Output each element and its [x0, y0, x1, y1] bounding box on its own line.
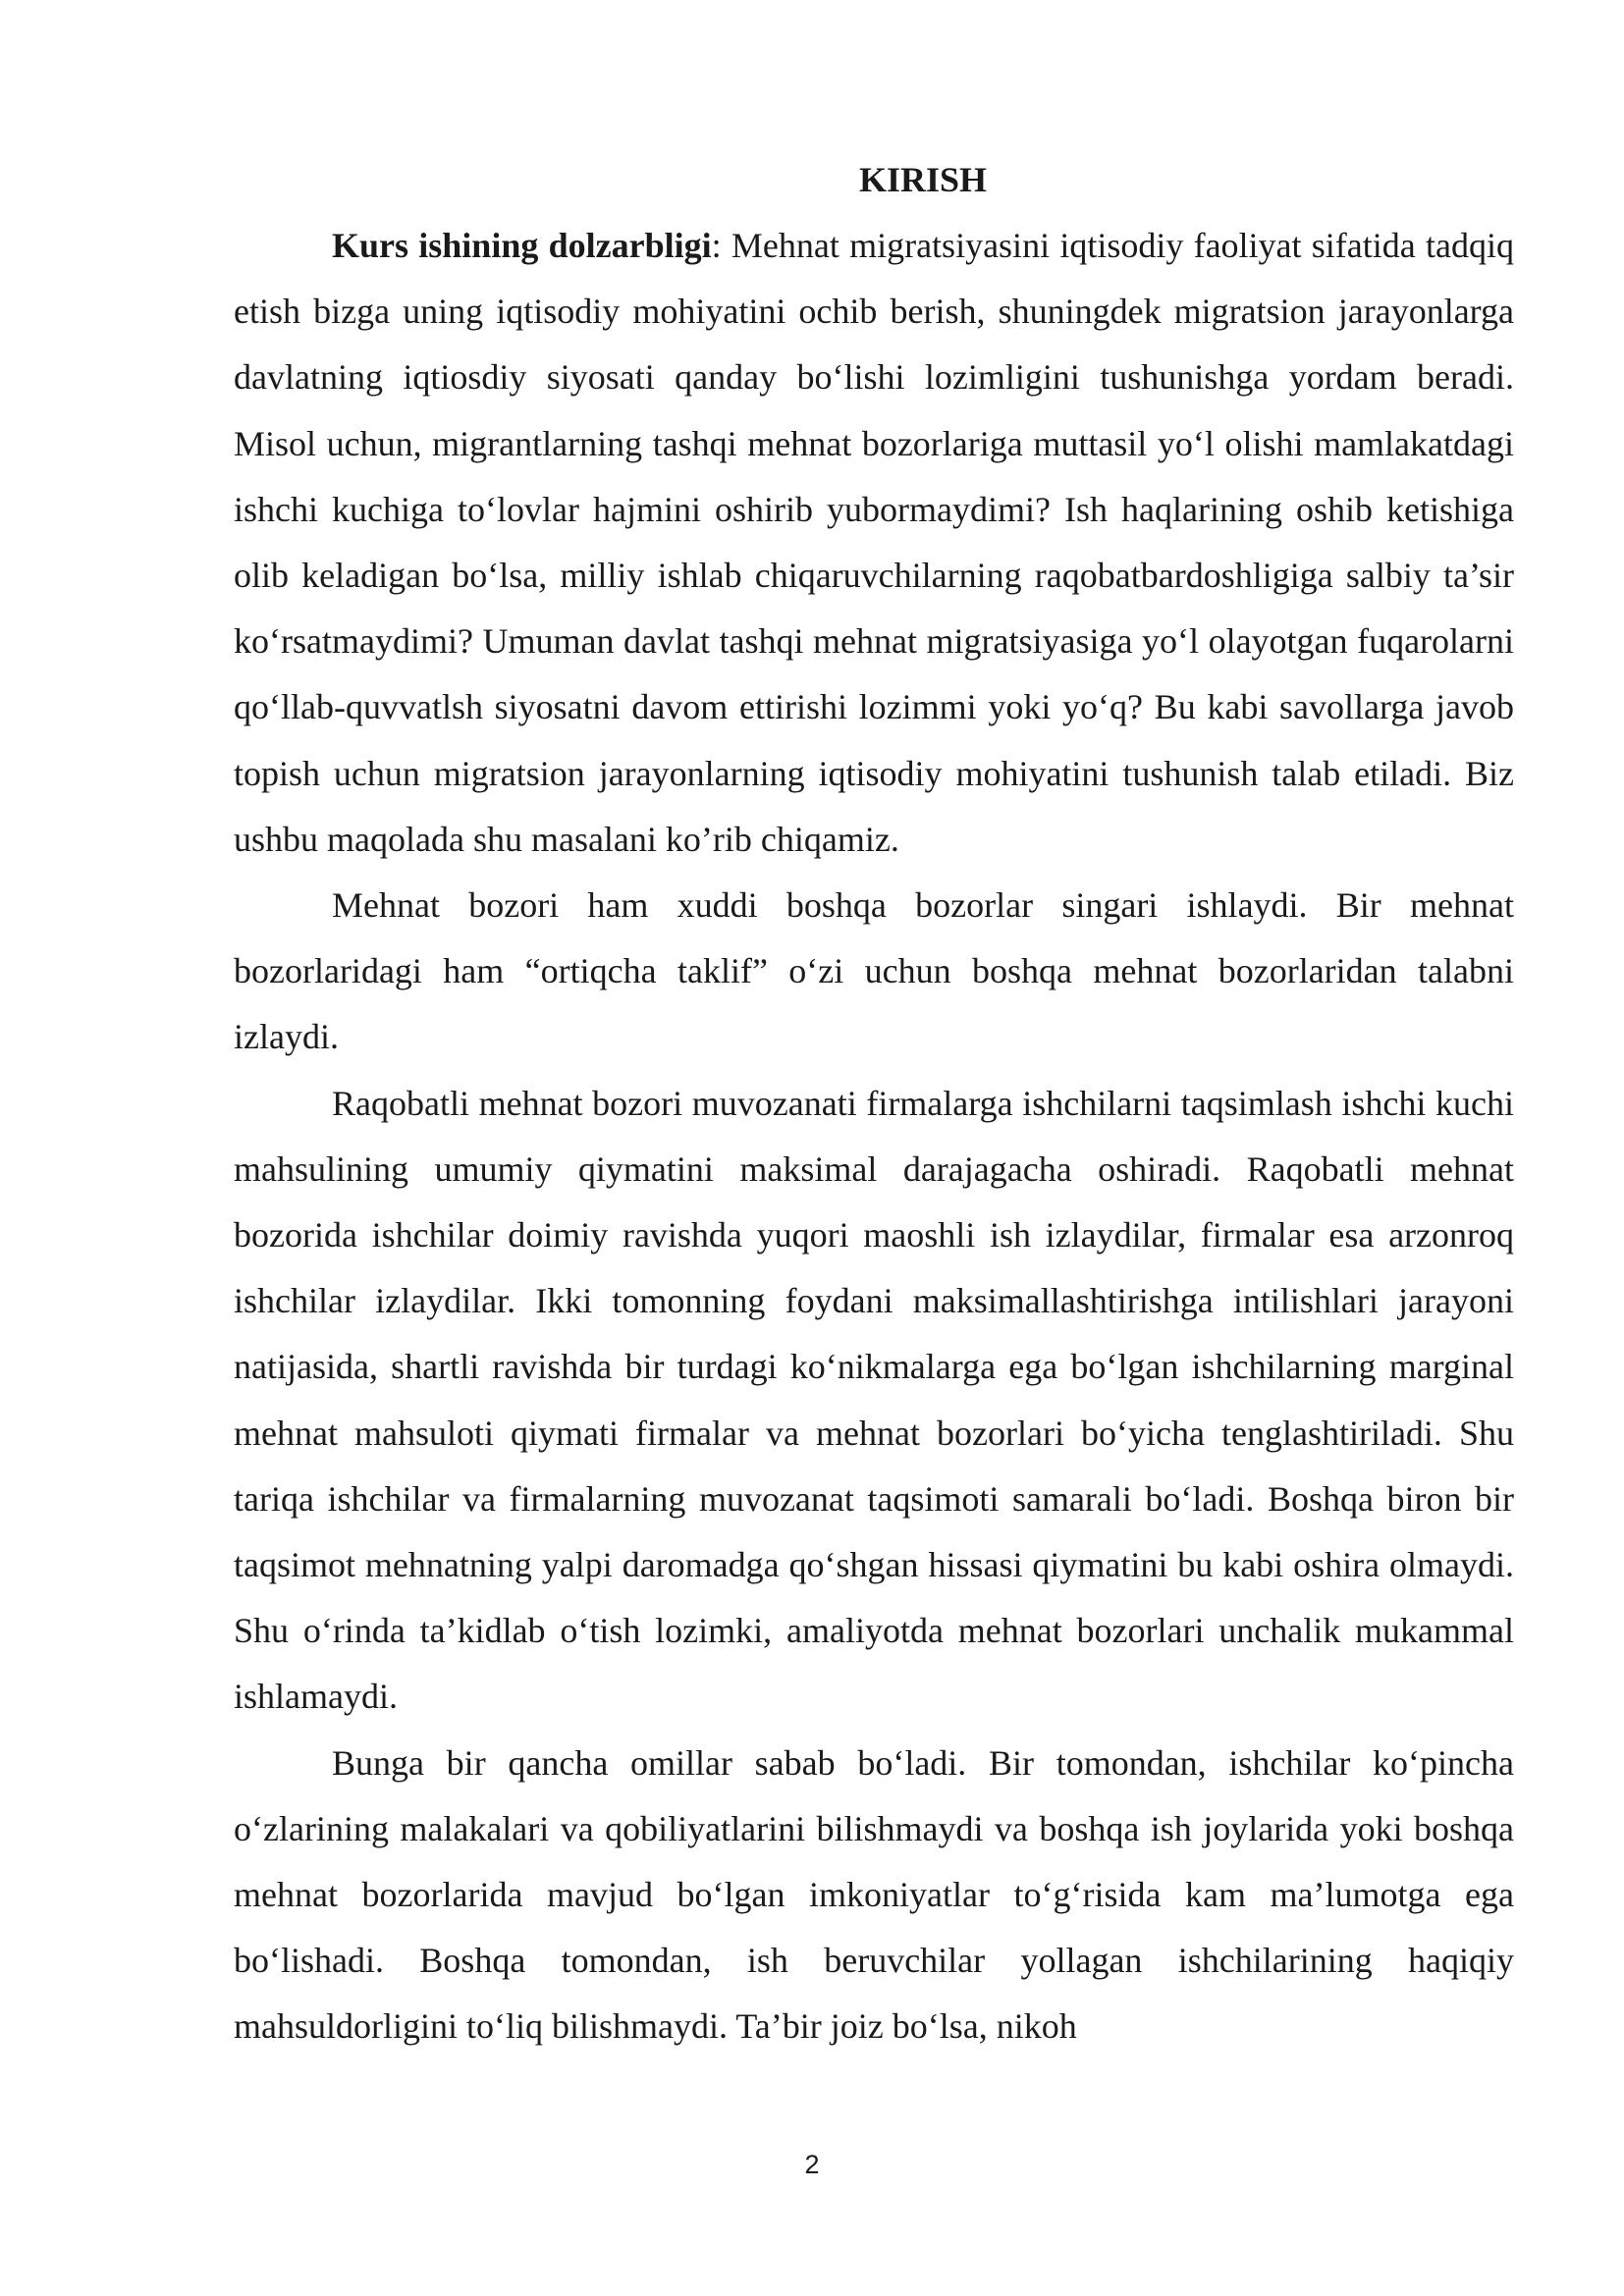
paragraph-text: : Mehnat migratsiyasini iqtisodiy faoliyat sifatida tadqiq etish bizga uning iqtisodiy mohiyatini ochib berish, shuningdek migratsion jarayonlarga davlatning iqtiosdiy siyosati qanday bo‘lishi lozimligini tushunishga yordam beradi. Misol uchun, migrantlarning tashqi mehnat bozorlariga muttasil yo‘l olishi mamlakatdagi ishchi kuchiga to‘lovlar hajmini oshirib yubormaydimi? Ish haqlarining oshib ketishiga olib keladigan bo‘lsa, milliy ishlab chiqaruvchilarning raqobatbardoshligiga salbiy ta’sir ko‘rsatmaydimi? Umuman davlat tashqi mehnat migratsiyasiga yo‘l olayotgan fuqarolarni qo‘llab-quvvatlsh siyosatni davom ettirishi lozimmi yoki yo‘q? Bu kabi savollarga javob topish uchun migratsion jarayonlarning iqtisodiy mohiyatini tushunish talab etiladi. Biz ushbu maqolada shu masalani ko’rib chiqamiz.	[234, 226, 1514, 859]
page-number: 2	[804, 2150, 820, 2179]
paragraph-relevance	[234, 213, 1514, 873]
document-body	[234, 147, 1514, 2060]
paragraph-factors: Bunga bir qancha omillar sabab bo‘ladi. Bir tomondan, ishchilar ko‘pincha o‘zlarining malakalari va qobiliyatlarini bilishmaydi va boshqa ish joylarida yoki boshqa mehnat bozorlarida mavjud bo‘lgan imkoniyatlar to‘g‘risida kam ma’lumotga ega bo‘lishadi. Boshqa tomondan, ish beruvchilar yollagan ishchilarining haqiqiy mahsuldorligini to‘liq bilishmaydi. Ta’bir joiz bo‘lsa, nikoh	[234, 1742, 1514, 2047]
paragraph-competitive-equilibrium: Raqobatli mehnat bozori muvozanati firmalarga ishchilarni taqsimlash ishchi kuchi mahsulining umumiy qiymatini maksimal darajagacha oshiradi. Raqobatli mehnat bozorida ishchilar doimiy ravishda yuqori maoshli ish izlaydilar, firmalar esa arzonroq ishchilar izlaydilar. Ikki tomonning foydani maksimallashtirishga intilishlari jarayoni natijasida, shartli ravishda bir turdagi ko‘nikmalarga ega bo‘lgan ishchilarning marginal mehnat mahsuloti qiymati firmalar va mehnat bozorlari bo‘yicha tenglashtiriladi. Shu tariqa ishchilar va firmalarning muvozanat taqsimoti samarali bo‘ladi. Boshqa biron bir taqsimot mehnatning yalpi daromadga qo‘shgan hissasi qiymatini bu kabi oshira olmaydi. Shu o‘rinda ta’kidlab o‘tish lozimki, amaliyotda mehnat bozorlari unchalik mukammal ishlamaydi.	[234, 1083, 1514, 1717]
paragraph-labor-market: Mehnat bozori ham xuddi boshqa bozorlar singari ishlaydi. Bir mehnat bozorlaridagi ham “ortiqcha taklif” o‘zi uchun boshqa mehnat bozorlaridan talabni izlaydi.	[234, 885, 1514, 1057]
paragraph-lead: Kurs ishining dolzarbligi	[332, 226, 712, 265]
section-title: KIRISH	[858, 160, 988, 199]
